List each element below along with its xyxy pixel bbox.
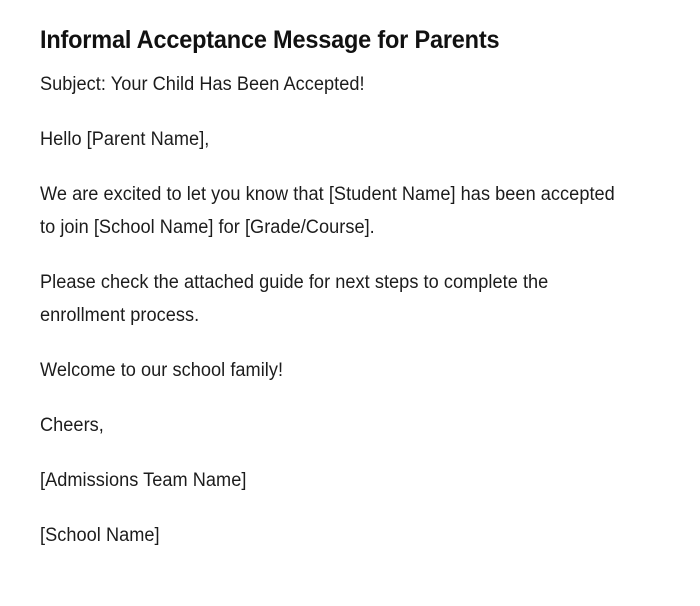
sender-team: [Admissions Team Name] [40,470,247,491]
acceptance-statement: We are excited to let you know that [Student Name] has been accepted to join [School Name] for [Grade/Course]. [40,184,615,238]
next-steps: Please check the attached guide for next steps to complete the enrollment process. [40,272,549,326]
signoff: Cheers, [40,415,104,436]
page-title: Informal Acceptance Message for Parents [40,26,500,54]
welcome-line: Welcome to our school family! [40,360,284,381]
sender-school: [School Name] [40,525,160,546]
greeting: Hello [Parent Name], [40,129,210,150]
message-body [40,68,660,552]
subject-line: Subject: Your Child Has Been Accepted! [40,74,365,95]
